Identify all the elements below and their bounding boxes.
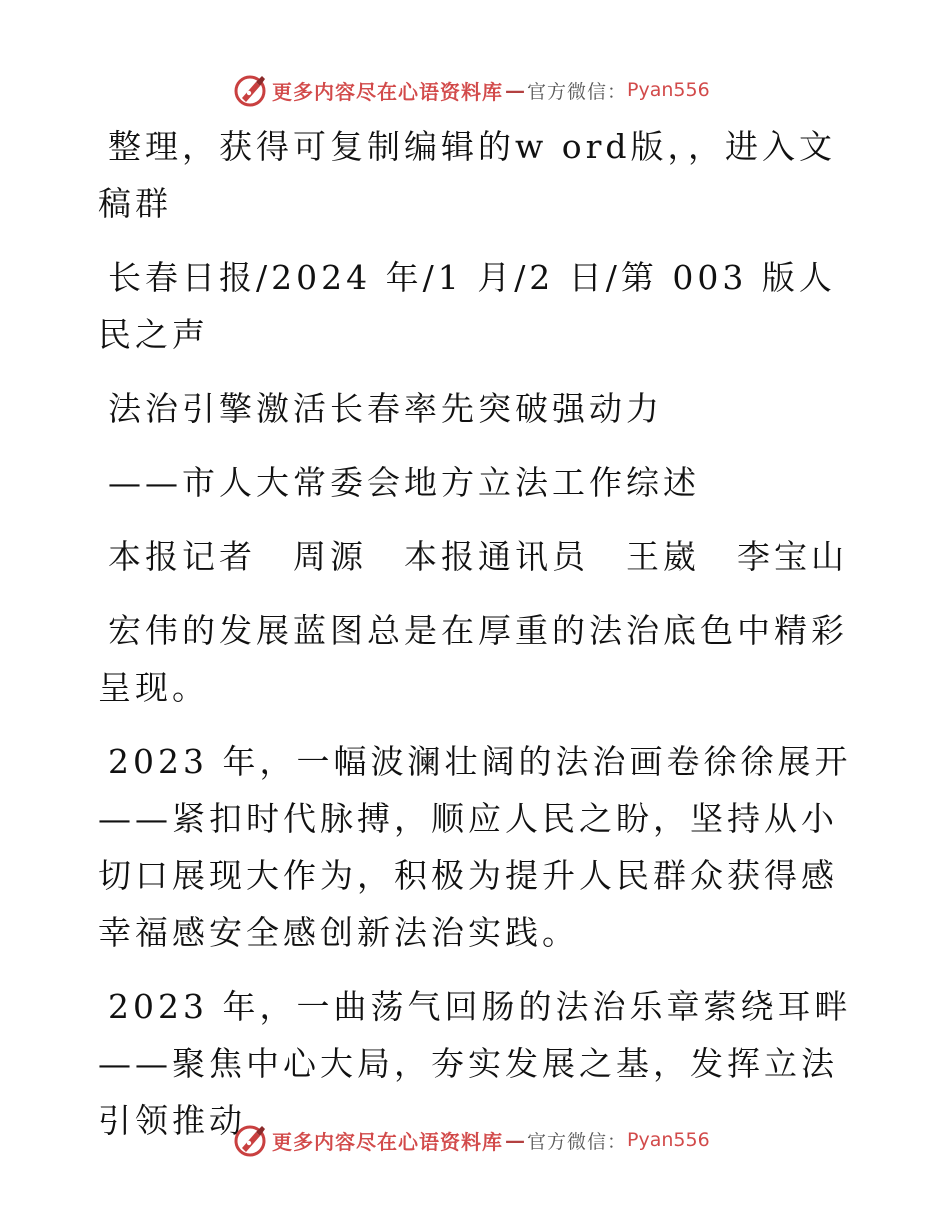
paragraph-source: 长春日报/2024 年/1 月/2 日/第 003 版人民之声 [98,258,836,354]
banner-dash: — [505,1128,525,1152]
banner-wechat-account: Pyan556 [627,1129,710,1151]
pen-logo-icon [232,72,268,108]
document-body [98,118,853,1166]
banner-wechat-account: Pyan556 [627,79,710,101]
pen-logo-icon [232,1122,268,1158]
paragraph-intro: 宏伟的发展蓝图总是在厚重的法治底色中精彩呈现。 [98,611,848,707]
article-byline: 本报记者 周源 本报通讯员 王崴 李宝山 [108,537,848,576]
banner-dash: — [505,78,525,102]
banner-wechat-label: 官方微信： [527,80,628,103]
banner-wechat-label: 官方微信： [527,1130,628,1153]
banner-slogan: 更多内容尽在心语资料库 [272,79,503,104]
paragraph-body-2: 2023 年，一曲荡气回肠的法治乐章萦绕耳畔——聚焦中心大局，夯实发展之基，发挥立法引领推动 [98,987,852,1140]
article-subtitle: ——市人大常委会地方立法工作综述 [108,463,700,502]
paragraph-body-1: 2023 年，一幅波澜壮阔的法治画卷徐徐展开——紧扣时代脉搏，顺应人民之盼，坚持从小切口展现大作为，积极为提升人民群众获得感幸福感安全感创新法治实践。 [98,742,852,952]
header-banner [232,71,712,109]
paragraph-notice: 整理，获得可复制编辑的w ord版，，进入文稿群 [98,127,837,223]
banner-slogan: 更多内容尽在心语资料库 [272,1129,503,1154]
article-title: 法治引擎激活长春率先突破强动力 [108,389,663,428]
footer-banner [232,1121,712,1159]
